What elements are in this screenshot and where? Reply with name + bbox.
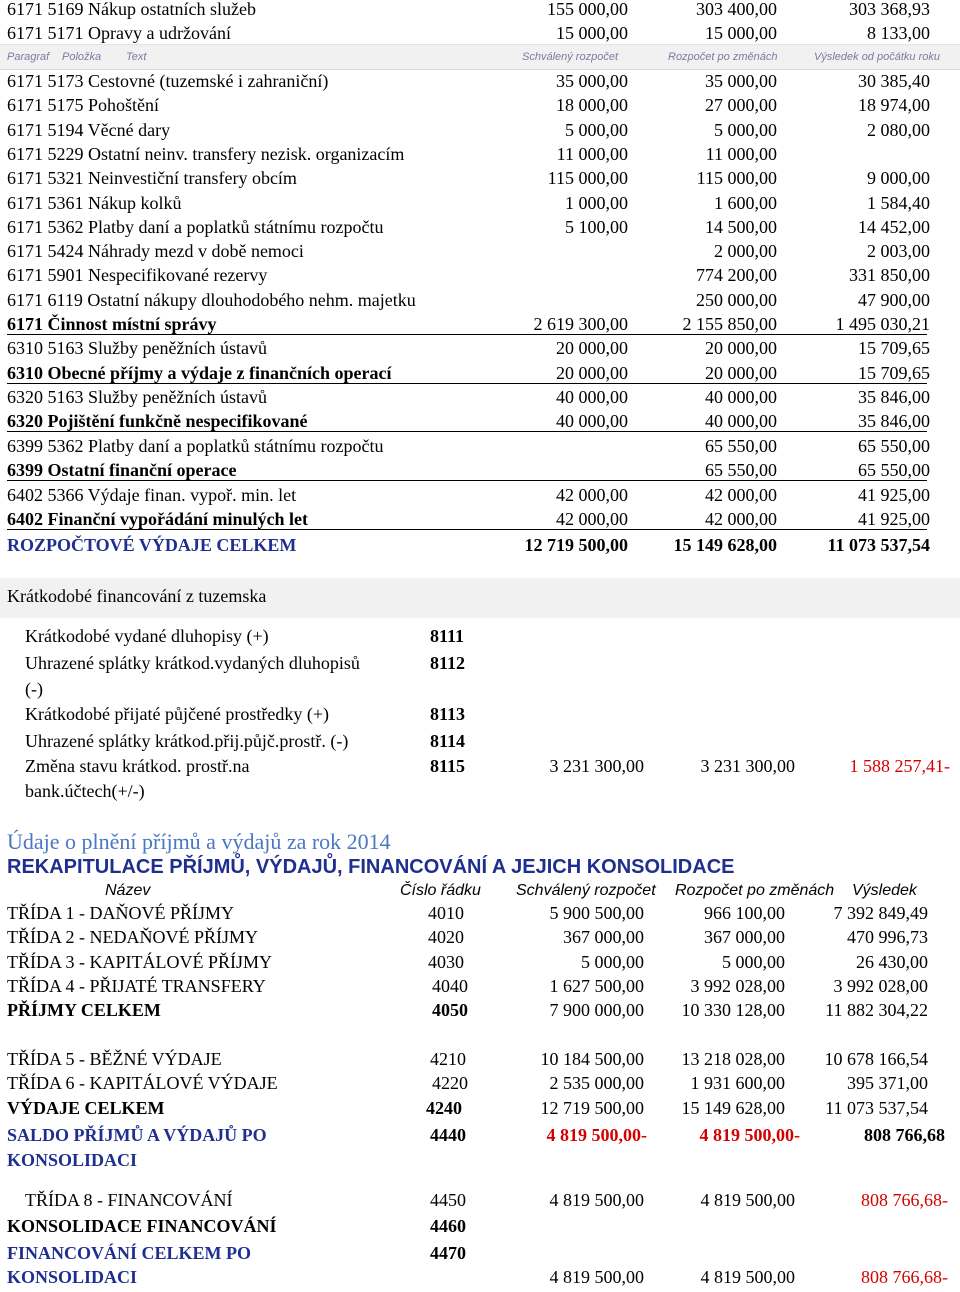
subtotal-underline	[7, 480, 927, 481]
row-label: 6402 Finanční vypořádání minulých let	[7, 509, 309, 529]
expense-row	[0, 21, 960, 45]
row-plan: 20 000,00	[556, 338, 628, 358]
row-changed: 5 000,00	[714, 120, 777, 140]
row-changed: 20 000,00	[705, 338, 777, 358]
recap-name: TŘÍDA 1 - DAŇOVÉ PŘÍJMY	[7, 903, 235, 923]
row-changed: 42 000,00	[705, 485, 777, 505]
row-result: 41 925,00	[858, 509, 930, 529]
row-plan: 20 000,00	[556, 363, 628, 383]
recap-code: 4030	[428, 952, 464, 972]
recap-name: TŘÍDA 2 - NEDAŇOVÉ PŘÍJMY	[7, 927, 258, 947]
header-paragraf: Paragraf	[7, 51, 50, 63]
expense-row	[0, 215, 960, 239]
row-label: 6171 5361 Nákup kolků	[7, 193, 182, 213]
total-changed: 15 149 628,00	[673, 535, 777, 555]
financing-label-cont: bank.účtech(+/-)	[25, 781, 145, 801]
row-changed: 303 400,00	[696, 0, 777, 19]
recap-code: 4020	[428, 927, 464, 947]
recap-header-changed: Rozpočet po změnách	[675, 882, 835, 899]
recap-result: 808 766,68	[864, 1125, 945, 1145]
grand-total-row	[0, 533, 960, 557]
recap-result: 808 766,68-	[861, 1267, 948, 1287]
recap-code: 4450	[430, 1190, 466, 1210]
row-result: 2 080,00	[867, 120, 930, 140]
row-result: 35 846,00	[858, 387, 930, 407]
recap-plan: 7 900 000,00	[549, 1000, 644, 1020]
recap-plan: 367 000,00	[563, 927, 644, 947]
row-result: 30 385,40	[858, 71, 930, 91]
row-changed: 2 155 850,00	[682, 314, 777, 334]
expense-row	[0, 239, 960, 263]
expense-row	[0, 0, 960, 21]
subtotal-underline	[7, 383, 927, 384]
row-changed: 40 000,00	[705, 387, 777, 407]
row-changed: 40 000,00	[705, 411, 777, 431]
row-label: 6310 5163 Služby peněžních ústavů	[7, 338, 267, 358]
row-changed: 65 550,00	[705, 460, 777, 480]
recap-changed: 15 149 628,00	[681, 1098, 785, 1118]
row-result: 65 550,00	[858, 460, 930, 480]
row-result: 15 709,65	[858, 363, 930, 383]
row-plan: 18 000,00	[556, 95, 628, 115]
recap-code: 4440	[430, 1125, 466, 1145]
row-label: 6310 Obecné příjmy a výdaje z finančních operací	[7, 363, 392, 383]
recap-row	[0, 925, 960, 949]
row-changed: 115 000,00	[696, 168, 777, 188]
row-plan: 40 000,00	[556, 411, 628, 431]
row-changed: 65 550,00	[705, 436, 777, 456]
row-result: 14 452,00	[858, 217, 930, 237]
expense-row	[0, 166, 960, 190]
row-result: 41 925,00	[858, 485, 930, 505]
row-plan: 1 000,00	[565, 193, 628, 213]
row-changed: 14 500,00	[705, 217, 777, 237]
row-label: 6171 5229 Ostatní neinv. transfery nezisk. organizacím	[7, 144, 405, 164]
row-plan: 5 000,00	[565, 120, 628, 140]
recap-result: 11 882 304,22	[825, 1000, 928, 1020]
recap-plan: 12 719 500,00	[540, 1098, 644, 1118]
recap-changed: 1 931 600,00	[690, 1073, 785, 1093]
recap-changed: 966 100,00	[704, 903, 785, 923]
recap-title: REKAPITULACE PŘÍJMŮ, VÝDAJŮ, FINANCOVÁNÍ A JEJICH KONSOLIDACE	[7, 856, 735, 878]
recap-code: 4220	[432, 1073, 468, 1093]
subtotal-underline	[7, 334, 927, 335]
recap-name: TŘÍDA 3 - KAPITÁLOVÉ PŘÍJMY	[7, 952, 272, 972]
recap-name-cont: KONSOLIDACI	[7, 1267, 138, 1287]
recap-name: TŘÍDA 4 - PŘIJATÉ TRANSFERY	[7, 976, 266, 996]
table-header	[0, 44, 960, 70]
recap-name: PŘÍJMY CELKEM	[7, 1000, 161, 1020]
expense-row	[0, 118, 960, 142]
row-plan: 15 000,00	[556, 23, 628, 43]
row-plan: 42 000,00	[556, 509, 628, 529]
financing-label: Změna stavu krátkod. prostř.na	[25, 756, 250, 776]
recap-total-row	[0, 998, 960, 1022]
row-plan: 2 619 300,00	[533, 314, 628, 334]
row-plan: 155 000,00	[547, 0, 628, 19]
header-text: Text	[126, 51, 147, 63]
recap-code: 4460	[430, 1216, 466, 1236]
recap-plan: 5 900 500,00	[549, 903, 644, 923]
row-label: 6171 5424 Náhrady mezd v době nemoci	[7, 241, 304, 261]
expense-row	[0, 69, 960, 93]
subtotal-row	[0, 507, 960, 531]
recap-header-code: Číslo řádku	[400, 882, 481, 899]
row-plan: 115 000,00	[547, 168, 628, 188]
recap-header-name: Název	[105, 882, 151, 899]
financing-result: 1 588 257,41-	[849, 756, 950, 776]
recap-code: 4470	[430, 1243, 466, 1263]
recap-plan: 5 000,00	[581, 952, 644, 972]
recap-changed: 5 000,00	[722, 952, 785, 972]
row-changed: 11 000,00	[705, 144, 777, 164]
recap-changed: 13 218 028,00	[681, 1049, 785, 1069]
financing-label-cont: (-)	[25, 679, 43, 699]
financing-code: 8113	[430, 704, 466, 724]
recap-changed: 4 819 500,00	[700, 1190, 795, 1210]
expense-row	[0, 483, 960, 507]
recap-changed: 3 992 028,00	[690, 976, 785, 996]
row-changed: 1 600,00	[714, 193, 777, 213]
header-polozka: Položka	[62, 51, 102, 63]
row-label: 6320 5163 Služby peněžních ústavů	[7, 387, 267, 407]
row-changed: 250 000,00	[696, 290, 777, 310]
section-title: Údaje o plnění příjmů a výdajů za rok 2014	[7, 829, 391, 854]
row-changed: 27 000,00	[705, 95, 777, 115]
financing-code: 8111	[430, 626, 465, 646]
total-plan: 12 719 500,00	[524, 535, 628, 555]
header-result: Výsledek od počátku roku	[814, 51, 940, 63]
recap-code: 4240	[426, 1098, 462, 1118]
row-label: 6399 Ostatní finanční operace	[7, 460, 237, 480]
recap-result: 395 371,00	[847, 1073, 928, 1093]
row-plan: 5 100,00	[565, 217, 628, 237]
row-result: 18 974,00	[858, 95, 930, 115]
recap-name: TŘÍDA 8 - FINANCOVÁNÍ	[25, 1190, 233, 1210]
recap-changed: 4 819 500,00-	[699, 1125, 800, 1145]
recap-total-row	[0, 1096, 960, 1120]
row-result: 303 368,93	[849, 0, 930, 19]
row-label: 6171 5175 Pohoštění	[7, 95, 160, 115]
row-changed: 15 000,00	[705, 23, 777, 43]
recap-result: 26 430,00	[856, 952, 928, 972]
row-label: 6171 5901 Nespecifikované rezervy	[7, 265, 268, 285]
expense-row	[0, 288, 960, 312]
recap-plan: 10 184 500,00	[540, 1049, 644, 1069]
subtotal-underline	[7, 431, 927, 432]
expense-row	[0, 385, 960, 409]
financing-code: 8112	[430, 653, 466, 673]
subtotal-underline	[7, 529, 927, 530]
row-result: 47 900,00	[858, 290, 930, 310]
recap-name: TŘÍDA 6 - KAPITÁLOVÉ VÝDAJE	[7, 1073, 278, 1093]
row-changed: 2 000,00	[714, 241, 777, 261]
row-plan: 42 000,00	[556, 485, 628, 505]
recap-result: 7 392 849,49	[833, 903, 928, 923]
financing-title: Krátkodobé financování z tuzemska	[7, 586, 267, 606]
row-label: 6171 5173 Cestovné (tuzemské i zahraniční)	[7, 71, 329, 91]
header-changed: Rozpočet po změnách	[668, 51, 778, 63]
row-result: 35 846,00	[858, 411, 930, 431]
recap-result: 10 678 166,54	[824, 1049, 928, 1069]
row-label: 6171 5362 Platby daní a poplatků státnímu rozpočtu	[7, 217, 384, 237]
subtotal-row	[0, 361, 960, 385]
expense-row	[0, 142, 960, 166]
row-label: 6399 5362 Platby daní a poplatků státnímu rozpočtu	[7, 436, 384, 456]
recap-result: 808 766,68-	[861, 1190, 948, 1210]
financing-changed: 3 231 300,00	[700, 756, 795, 776]
recap-plan: 4 819 500,00	[549, 1267, 644, 1287]
financing-label: Krátkodobé přijaté půjčené prostředky (+)	[25, 704, 330, 724]
recap-code: 4040	[432, 976, 468, 996]
row-result: 331 850,00	[849, 265, 930, 285]
financing-label: Krátkodobé vydané dluhopisy (+)	[25, 626, 269, 646]
row-result: 1 584,40	[867, 193, 930, 213]
total-result: 11 073 537,54	[827, 535, 930, 555]
recap-row	[0, 1188, 960, 1212]
row-result: 2 003,00	[867, 241, 930, 261]
row-label: 6171 5169 Nákup ostatních služeb	[7, 0, 256, 19]
expense-row	[0, 191, 960, 215]
recap-row	[0, 1047, 960, 1071]
recap-code: 4050	[432, 1000, 468, 1020]
recap-code: 4010	[428, 903, 464, 923]
row-result: 65 550,00	[858, 436, 930, 456]
recap-name: FINANCOVÁNÍ CELKEM PO	[7, 1243, 252, 1263]
recap-changed: 10 330 128,00	[681, 1000, 785, 1020]
recap-row	[0, 974, 960, 998]
row-result: 8 133,00	[867, 23, 930, 43]
financing-label: Uhrazené splátky krátkod.přij.půjč.prostř. (-)	[25, 731, 349, 751]
recap-changed: 4 819 500,00	[700, 1267, 795, 1287]
recap-name: TŘÍDA 5 - BĚŽNÉ VÝDAJE	[7, 1049, 222, 1069]
row-label: 6171 6119 Ostatní nákupy dlouhodobého nehm. majetku	[7, 290, 416, 310]
total-label: ROZPOČTOVÉ VÝDAJE CELKEM	[7, 535, 297, 555]
recap-plan: 2 535 000,00	[549, 1073, 644, 1093]
recap-plan: 4 819 500,00-	[546, 1125, 647, 1145]
row-label: 6171 Činnost místní správy	[7, 314, 217, 334]
row-label: 6171 5171 Opravy a udržování	[7, 23, 231, 43]
subtotal-row	[0, 312, 960, 336]
row-label: 6320 Pojištění funkčně nespecifikované	[7, 411, 308, 431]
row-label: 6171 5321 Neinvestiční transfery obcím	[7, 168, 297, 188]
row-label: 6402 5366 Výdaje finan. vypoř. min. let	[7, 485, 297, 505]
row-plan: 11 000,00	[556, 144, 628, 164]
row-changed: 20 000,00	[705, 363, 777, 383]
row-changed: 774 200,00	[696, 265, 777, 285]
row-result: 1 495 030,21	[835, 314, 930, 334]
recap-name: VÝDAJE CELKEM	[7, 1098, 165, 1118]
expense-row	[0, 93, 960, 117]
recap-row	[0, 1071, 960, 1095]
financing-plan: 3 231 300,00	[549, 756, 644, 776]
recap-plan: 4 819 500,00	[549, 1190, 644, 1210]
recap-name: SALDO PŘÍJMŮ A VÝDAJŮ PO	[7, 1125, 267, 1145]
subtotal-row	[0, 458, 960, 482]
recap-result: 11 073 537,54	[825, 1098, 928, 1118]
expense-row	[0, 263, 960, 287]
row-plan: 40 000,00	[556, 387, 628, 407]
financing-code: 8115	[430, 756, 466, 776]
recap-name: KONSOLIDACE FINANCOVÁNÍ	[7, 1216, 277, 1236]
recap-plan: 1 627 500,00	[549, 976, 644, 996]
row-result: 9 000,00	[867, 168, 930, 188]
recap-header-result: Výsledek	[852, 882, 917, 899]
recap-changed: 367 000,00	[704, 927, 785, 947]
recap-result: 3 992 028,00	[833, 976, 928, 996]
recap-result: 470 996,73	[847, 927, 928, 947]
row-label: 6171 5194 Věcné dary	[7, 120, 171, 140]
header-plan: Schválený rozpočet	[522, 51, 618, 63]
row-changed: 35 000,00	[705, 71, 777, 91]
row-changed: 42 000,00	[705, 509, 777, 529]
recap-row	[0, 1214, 960, 1238]
expense-row	[0, 434, 960, 458]
recap-row	[0, 950, 960, 974]
recap-header-plan: Schválený rozpočet	[516, 882, 656, 899]
financing-code: 8114	[430, 731, 466, 751]
recap-code: 4210	[430, 1049, 466, 1069]
recap-row	[0, 901, 960, 925]
expense-row	[0, 336, 960, 360]
subtotal-row	[0, 409, 960, 433]
row-plan: 35 000,00	[556, 71, 628, 91]
financing-label: Uhrazené splátky krátkod.vydaných dluhopisů	[25, 653, 360, 673]
row-result: 15 709,65	[858, 338, 930, 358]
recap-name-cont: KONSOLIDACI	[7, 1150, 138, 1170]
